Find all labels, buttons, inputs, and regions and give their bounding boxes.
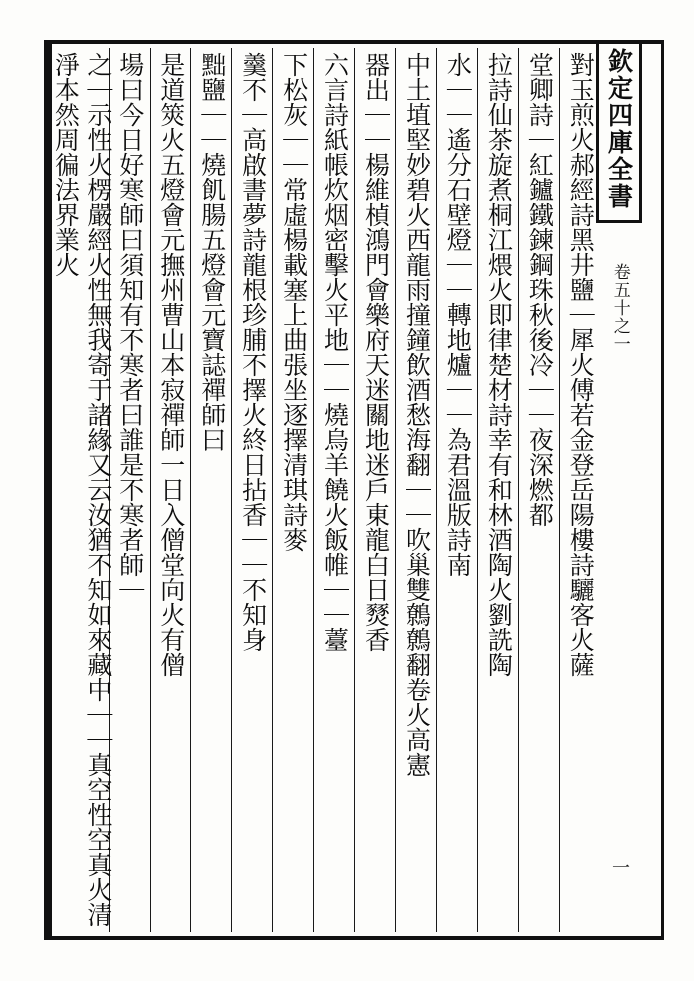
text-column-1	[559, 48, 600, 932]
column-text: 是道筴火五燈會元撫州曹山本寂禪師一日入僧堂向火有僧	[156, 52, 186, 677]
column-text: 器出｜｜楊維楨鴻門會樂府天迷關地迷戶東龍白日燹香	[361, 52, 391, 652]
column-text: 之｜示性火楞嚴經火性無我寄于諸緣又云汝猶不知如來藏中｜｜真空性空真火清淨本然周徧法界業火	[51, 52, 113, 927]
text-column-4	[436, 48, 477, 932]
text-column-11	[150, 48, 191, 932]
column-text: 對玉煎火郝經詩黑井鹽｜犀火傅若金登岳陽樓詩驪客火薩	[566, 52, 596, 677]
column-text: 水｜｜遙分石壁燈｜｜轉地爐｜｜為君溫版詩南	[443, 52, 473, 577]
title-banner-text: 欽定四庫全書	[604, 48, 634, 210]
text-column-8	[272, 48, 313, 932]
text-column-5	[395, 48, 436, 932]
text-column-10	[190, 48, 231, 932]
column-text: 六言詩紙帳炊烟密擊火平地｜｜燒烏羊饒火飯帷｜｜薹	[320, 52, 350, 652]
column-text: 場曰今日好寒師曰須知有不寒者曰誰是不寒者師｜	[115, 52, 145, 602]
column-text: 黜鹽｜｜燒飢腸五燈會元寶誌禪師曰	[197, 52, 227, 452]
text-column-9	[231, 48, 272, 932]
title-banner	[596, 44, 642, 223]
text-column-6	[354, 48, 395, 932]
text-column-13	[51, 48, 113, 932]
text-column-7	[313, 48, 354, 932]
page-number: 一	[609, 858, 630, 876]
volume-label: 卷五十之一	[609, 263, 630, 353]
text-column-2	[518, 48, 559, 932]
column-text: 羹不｜高啟書夢詩龍根珍脯不擇火終日拈香｜｜不知身	[238, 52, 268, 652]
column-text: 拉詩仙茶旋煮桐江煨火即律楚材詩幸有和林酒陶火劉詵陶	[484, 52, 514, 677]
column-text: 堂卿詩｜紅鑪鐵鍊鋼珠秋後冷｜｜夜深燃都	[525, 52, 555, 527]
text-column-12	[109, 48, 150, 932]
text-column-3	[477, 48, 518, 932]
text-body	[51, 48, 600, 932]
column-text: 中土埴堅妙碧火西龍雨撞鐘飲酒愁海翻｜｜吹巢雙鷯鷯翻卷火高憲	[402, 52, 432, 777]
column-text: 下松灰｜｜常虛楊載塞上曲張坐逐擇清琪詩麥	[279, 52, 309, 552]
